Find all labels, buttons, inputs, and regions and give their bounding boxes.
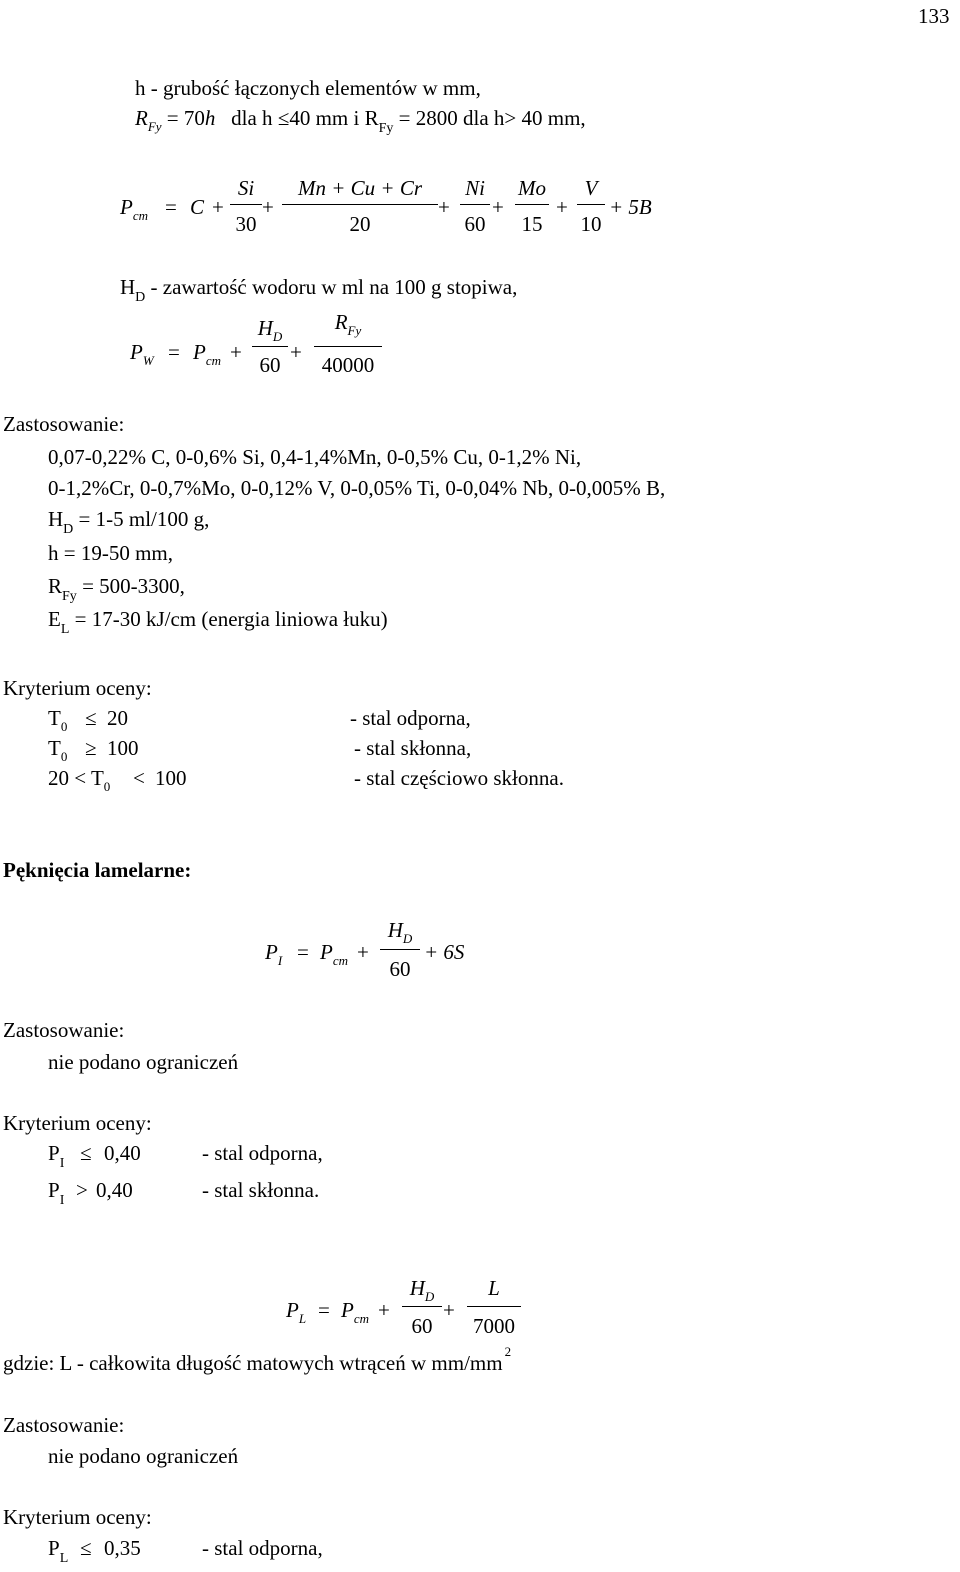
criterion-1-op: ≤ <box>85 706 97 730</box>
pl-criterion-1-lhs: $P_L$ <box>48 1536 69 1566</box>
pl-t2-den: 7000 <box>473 1314 515 1338</box>
pw-pcm: $P_{cm}$ <box>193 340 221 368</box>
criterion-3-desc: - stal częściowo skłonna. <box>354 766 564 790</box>
pcm-eq: = <box>165 195 177 219</box>
hd-text: - zawartość wodoru w ml na 100 g stopiwa, <box>150 275 518 299</box>
pcm-term-mo-num: Mo <box>518 176 546 200</box>
criterion-3-lhs: $20 < T_0$ <box>48 766 111 794</box>
rfy-range: $R_{Fy} = 500-3300$, <box>48 574 185 604</box>
pl-t1-num: $H_D$ <box>409 1276 435 1304</box>
pi-plus: + <box>357 940 369 964</box>
crit-label-3: Kryterium oceny: <box>3 1505 152 1529</box>
pcm-term-v-bar <box>577 204 605 205</box>
where-sup: 2 <box>504 1344 512 1359</box>
pcm-plus-3: + <box>438 195 450 219</box>
hd-range: $H_D = 1-5$ ml/100 g, <box>48 507 210 537</box>
pcm-term-v-den: 10 <box>580 212 602 236</box>
pw-t2-bar <box>314 346 382 347</box>
pl-pcm: $P_{cm}$ <box>341 1298 369 1326</box>
rfy-sub: Fy <box>147 119 162 134</box>
pl-t1-den: 60 <box>411 1314 433 1338</box>
pi-criterion-2-val: 0,40 <box>96 1178 133 1202</box>
pi-criterion-1-val: 0,40 <box>104 1141 141 1165</box>
pcm-term-si-bar <box>230 204 262 205</box>
pl-t2-num: L <box>488 1276 500 1300</box>
rfy-definition <box>135 106 586 136</box>
h-definition: h - grubość łączonych elementów w mm, <box>135 76 481 100</box>
pcm-term-mo-bar <box>515 204 549 205</box>
page-number: 133 <box>918 4 950 28</box>
pw-t1-bar <box>252 346 288 347</box>
pcm-c: C <box>190 195 205 219</box>
pcm-plus-4: + <box>492 195 504 219</box>
pcm-term-si-num: Si <box>237 176 255 200</box>
pl-plus-1: + <box>378 1298 390 1322</box>
crit-label-2: Kryterium oceny: <box>3 1111 152 1135</box>
pl-criterion-1-op: ≤ <box>80 1536 92 1560</box>
app-text-2: nie podano ograniczeń <box>48 1050 239 1074</box>
pi-criterion-1-op: ≤ <box>80 1141 92 1165</box>
h-range: h = 19-50 mm, <box>48 541 174 565</box>
rfy-h: h <box>204 106 216 130</box>
app-text-3: nie podano ograniczeń <box>48 1444 239 1468</box>
pl-t2-bar <box>467 1306 521 1307</box>
section-title-lamellar: Pęknięcia lamelarne: <box>3 858 192 882</box>
pcm-term-mn-den: 20 <box>349 212 371 236</box>
pi-criterion-2-desc: - stal skłonna. <box>202 1178 320 1202</box>
pcm-term-mn-num: Mn + Cu + Cr <box>297 176 423 200</box>
rfy-sub2: Fy <box>378 121 394 136</box>
pi-eq: = <box>297 940 309 964</box>
pi-den: 60 <box>389 957 411 981</box>
pl-lhs: $P_L$ <box>286 1298 307 1326</box>
hd-h: H <box>120 275 136 299</box>
criterion-2-op: ≥ <box>85 736 97 760</box>
criterion-2-desc: - stal skłonna, <box>354 736 472 760</box>
rfy-cond1b: 40 mm i R <box>289 106 379 130</box>
rfy-r: R <box>135 106 148 130</box>
pcm-term-mo-den: 15 <box>521 212 543 236</box>
pcm-plus-1: + <box>212 195 224 219</box>
criterion-2-lhs: $T_0$ <box>48 736 68 764</box>
pi-tail: + 6S <box>424 940 465 964</box>
criterion-1-desc: - stal odporna, <box>350 706 471 730</box>
hd-sub: D <box>135 290 146 305</box>
pcm-five-b: + 5B <box>609 195 652 219</box>
pi-bar <box>380 949 420 950</box>
crit-label-1: Kryterium oceny: <box>3 676 152 700</box>
pl-eq: = <box>318 1298 330 1322</box>
criterion-2-rhs: 100 <box>107 736 139 760</box>
pcm-term-ni-num: Ni <box>465 176 485 200</box>
pw-t1-den: 60 <box>259 353 281 377</box>
pw-t2-den: 40000 <box>321 353 375 377</box>
pcm-term-si-den: 30 <box>235 212 257 236</box>
criterion-1-rhs: 20 <box>107 706 128 730</box>
pi-num: $H_D$ <box>387 918 413 946</box>
el-range: $E_L = 17-30$ kJ/cm (energia liniowa łuku) <box>48 607 388 637</box>
rfy-le: ≤ <box>277 106 290 130</box>
pw-eq: = <box>168 340 180 364</box>
pw-lhs: $P_W$ <box>130 340 154 368</box>
pi-lhs: $P_I$ <box>265 940 283 968</box>
pcm-term-ni-bar <box>460 204 490 205</box>
pi-criterion-1-desc: - stal odporna, <box>202 1141 323 1165</box>
criterion-3-rhs: 100 <box>155 766 187 790</box>
criterion-3-op: < <box>133 766 145 790</box>
pi-pcm: $P_{cm}$ <box>320 940 348 968</box>
pcm-term-v-num: V <box>584 176 598 200</box>
pw-plus-2: + <box>290 340 302 364</box>
pi-criterion-1-lhs: $P_I$ <box>48 1141 65 1171</box>
hd-definition <box>120 275 518 305</box>
pcm-term-ni-den: 60 <box>464 212 486 236</box>
pw-plus-1: + <box>230 340 242 364</box>
app-label-3: Zastosowanie: <box>3 1413 125 1437</box>
composition-line-1: 0,07-0,22% C, 0-0,6% Si, 0,4-1,4%Mn, 0-0,5% Cu, 0-1,2% Ni, <box>48 445 582 469</box>
pl-t1-bar <box>402 1306 442 1307</box>
app-label-1: Zastosowanie: <box>3 412 125 436</box>
pi-criterion-2-op: > <box>76 1178 88 1202</box>
pw-t1-num: $H_D$ <box>257 316 283 344</box>
criterion-1-lhs: $T_0$ <box>48 706 68 734</box>
pi-criterion-2-lhs: $P_I$ <box>48 1178 65 1208</box>
pw-t2-num: $R_{Fy}$ <box>334 310 362 338</box>
pl-criterion-1-desc: - stal odporna, <box>202 1536 323 1560</box>
rfy-eq: = 70 <box>166 106 205 130</box>
where-line <box>3 1344 512 1375</box>
rfy-cond1: dla h <box>231 106 273 130</box>
pcm-term-mn-bar <box>282 204 438 205</box>
pcm-plus-2: + <box>262 195 274 219</box>
app-label-2: Zastosowanie: <box>3 1018 125 1042</box>
pcm-lhs: $P_{cm}$ <box>120 195 148 223</box>
pl-plus-2: + <box>443 1298 455 1322</box>
pl-criterion-1-val: 0,35 <box>104 1536 141 1560</box>
where-text: gdzie: L - całkowita długość matowych wtrąceń w mm/mm <box>3 1351 503 1375</box>
pcm-plus-5: + <box>556 195 568 219</box>
rfy-rest: = 2800 dla h> 40 mm, <box>398 106 586 130</box>
composition-line-2: 0-1,2%Cr, 0-0,7%Mo, 0-0,12% V, 0-0,05% Ti, 0-0,04% Nb, 0-0,005% B, <box>48 476 666 500</box>
